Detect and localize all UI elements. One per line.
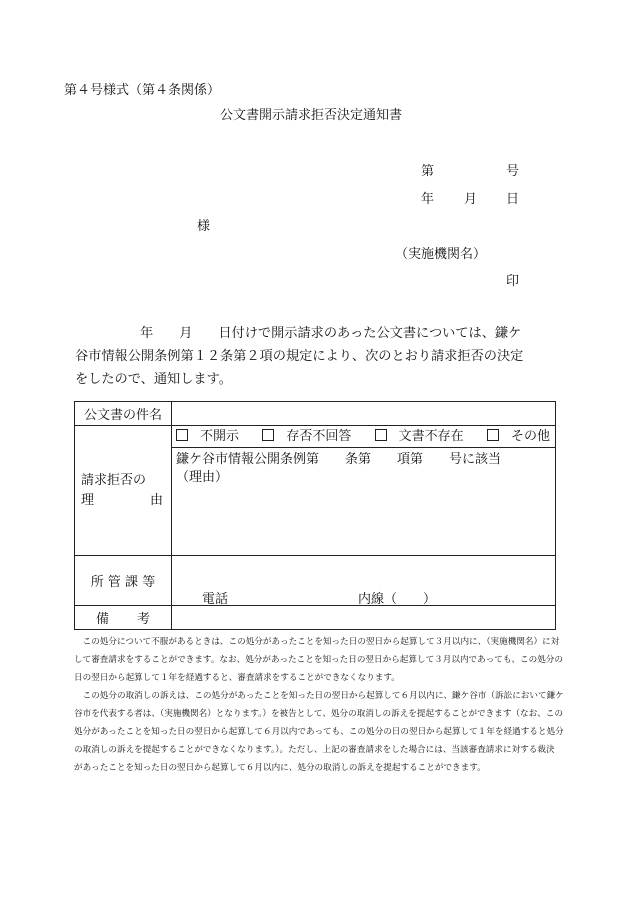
dept-label: 所 管 課 等 bbox=[75, 556, 172, 606]
reason-field bbox=[172, 426, 556, 556]
dept-field[interactable] bbox=[172, 556, 556, 606]
body-line-1 bbox=[75, 322, 563, 345]
checkbox-icon[interactable] bbox=[487, 429, 499, 441]
note-2-line-3: 処分があったことを知った日の翌日から起算して６月以内であっても、この処分の日の翌日から起算して１年を経過すると処分 bbox=[74, 727, 564, 737]
form-number: 第４号様式（第４条関係） bbox=[64, 83, 221, 98]
body-line-3: をしたので、通知します。 bbox=[75, 372, 232, 387]
reason-text-area[interactable] bbox=[172, 448, 555, 490]
remarks-label-b: 考 bbox=[137, 612, 151, 627]
check-other[interactable] bbox=[487, 428, 550, 445]
date-day: 日 bbox=[506, 192, 520, 207]
subject-field[interactable] bbox=[172, 402, 556, 426]
remarks-label-a: 備 bbox=[95, 612, 109, 627]
note-1-line-3: 日の翌日から起算して１年を経過すると、審査請求をすることができなくなります。 bbox=[74, 673, 400, 683]
checkbox-icon[interactable] bbox=[176, 429, 188, 441]
check-label: 文書不存在 bbox=[398, 429, 464, 444]
checkbox-icon[interactable] bbox=[375, 429, 387, 441]
reason-checkbox-row bbox=[172, 426, 555, 448]
check-label: 不開示 bbox=[200, 429, 240, 444]
reason-label bbox=[75, 426, 172, 556]
doc-number-prefix: 第 bbox=[421, 164, 435, 179]
issuer-name: （実施機関名） bbox=[395, 247, 487, 262]
note-2-line-1: この処分の取消しの訴えは、この処分があったことを知った日の翌日から起算して６月以内に、鎌ケ谷市（訴訟において鎌ケ bbox=[82, 691, 564, 701]
reason-label-line-1: 請求拒否の bbox=[81, 472, 147, 488]
note-2-line-4: の取消しの訴えを提起することができなくなります。）。ただし、上記の審査請求をした場合には、当該審査請求に対する裁決 bbox=[74, 745, 555, 755]
reason-label-yu: 由 bbox=[149, 492, 163, 508]
reason-label-line-2 bbox=[81, 491, 171, 511]
body-year: 年 bbox=[140, 326, 154, 341]
addressee-suffix: 様 bbox=[197, 219, 211, 234]
check-non-existence[interactable] bbox=[375, 428, 464, 445]
decision-table bbox=[74, 401, 556, 630]
check-label: 存否不回答 bbox=[286, 429, 352, 444]
note-2-line-2: 谷市を代表する者は、（実施機関名）となります。）を被告として、処分の取消しの訴えを提起することができます（なお、この bbox=[74, 709, 563, 719]
body-line-1-rest: 日付けで開示請求のあった公文書については、鎌ケ bbox=[218, 326, 522, 341]
legal-notes bbox=[74, 633, 564, 777]
doc-number-suffix: 号 bbox=[506, 164, 520, 179]
remarks-field[interactable] bbox=[172, 606, 556, 630]
note-2-line-5: があったことを知った日の翌日から起算して６月以内に、処分の取消しの訴えを提起することができます。 bbox=[74, 763, 486, 773]
article-line: 鎌ケ谷市情報公開条例第 条第 項第 号に該当 bbox=[176, 452, 502, 467]
subject-label: 公文書の件名 bbox=[75, 402, 172, 426]
reason-label-ri: 理 bbox=[81, 492, 95, 508]
check-no-response[interactable] bbox=[262, 428, 351, 445]
page-title: 公文書開示請求拒否決定通知書 bbox=[220, 108, 403, 123]
checkbox-icon[interactable] bbox=[262, 429, 274, 441]
check-non-disclosure[interactable] bbox=[176, 428, 239, 445]
date-month: 月 bbox=[464, 192, 478, 207]
date-year: 年 bbox=[421, 192, 435, 207]
extension-label: 内線（ ） bbox=[358, 592, 437, 607]
reason-sub-label: （理由） bbox=[176, 470, 229, 485]
body-line-2: 谷市情報公開条例第１２条第２項の規定により、次のとおり請求拒否の決定 bbox=[75, 349, 524, 364]
check-label: その他 bbox=[510, 429, 550, 444]
notice-body bbox=[75, 322, 563, 391]
remarks-label bbox=[75, 606, 172, 630]
seal-mark: 印 bbox=[506, 274, 520, 289]
phone-label: 電話 bbox=[202, 592, 229, 607]
body-month: 月 bbox=[179, 326, 193, 341]
note-1-line-2: して審査請求をすることができます。なお、処分があったことを知った日の翌日から起算して３月以内であっても、この処分の bbox=[74, 655, 563, 665]
note-1-line-1: この処分について不服があるときは、この処分があったことを知った日の翌日から起算して３月以内に、（実施機関名）に対 bbox=[82, 637, 560, 647]
